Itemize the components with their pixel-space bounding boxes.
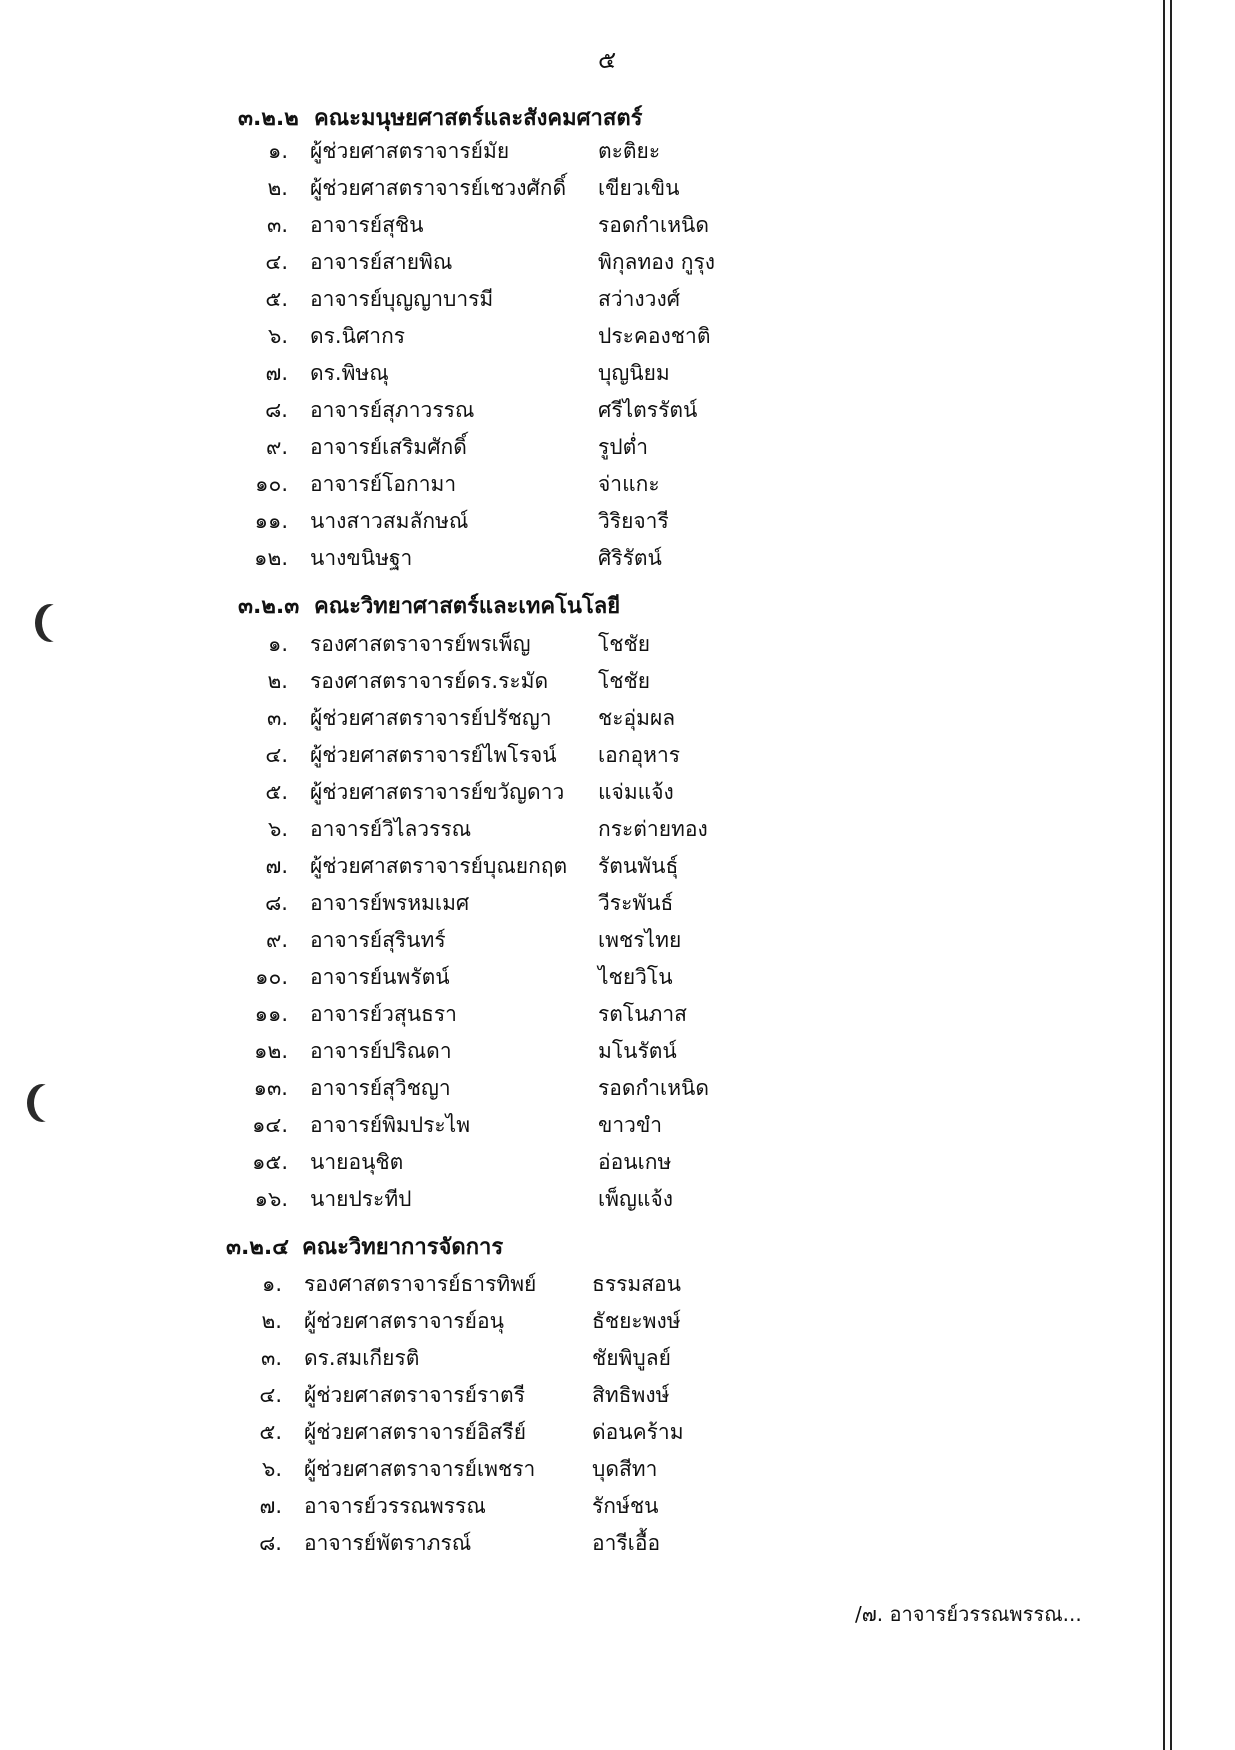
member-number: ๔. [265,743,288,767]
member-number: ๖. [267,324,288,348]
member-number: ๓. [266,213,288,237]
member-number: ๑๐. [255,965,288,989]
member-family-name: วีระพันธ์ [598,891,674,915]
member-family-name: ศิริรัตน์ [598,546,662,570]
member-family-name: ประคองชาติ [598,324,711,348]
member-family-name: รอดกำเหนิด [598,1076,710,1100]
member-given-name: อาจารย์เสริมศักดิ์ [310,435,467,459]
binder-hole-mark [42,604,72,642]
member-family-name: รอดกำเหนิด [598,213,710,237]
member-family-name: ศรีไตรรัตน์ [598,398,698,422]
member-given-name: นายประทีป [310,1187,412,1211]
member-number: ๒. [267,176,288,200]
member-number: ๑. [267,632,288,656]
member-number: ๑๖. [254,1187,288,1211]
member-given-name: นางขนิษฐา [310,546,413,570]
section-heading [226,1229,503,1264]
member-number: ๘. [259,1531,282,1555]
member-given-name: อาจารย์นพรัตน์ [310,965,450,989]
member-family-name: เพ็ญแจ้ง [598,1187,674,1211]
member-given-name: นางสาวสมลักษณ์ [310,509,469,533]
member-family-name: โชชัย [598,632,651,656]
member-given-name: ผู้ช่วยศาสตราจารย์เพชรา [304,1457,536,1481]
member-given-name: ดร.พิษณุ [310,361,389,385]
member-given-name: อาจารย์พิมประไพ [310,1113,471,1137]
member-family-name: แจ่มแจ้ง [598,780,674,804]
section-heading [238,100,642,135]
section-title: คณะวิทยาศาสตร์และเทคโนโลยี [314,594,621,619]
member-family-name: บุดสีทา [592,1457,658,1481]
section-number: ๓.๒.๓ [238,594,300,619]
member-number: ๑๓. [253,1076,288,1100]
member-given-name: ผู้ช่วยศาสตราจารย์ขวัญดาว [310,780,565,804]
member-given-name: ผู้ช่วยศาสตราจารย์ราตรี [304,1383,525,1407]
section-title: คณะวิทยาการจัดการ [302,1235,504,1260]
section-number: ๓.๒.๔ [226,1235,289,1260]
member-number: ๒. [267,669,288,693]
member-family-name: รักษ์ชน [592,1494,659,1518]
member-number: ๗. [265,361,288,385]
section-number: ๓.๒.๒ [238,106,299,131]
member-number: ๘. [265,398,288,422]
member-given-name: อาจารย์พรหมเมศ [310,891,470,915]
member-number: ๑๒. [254,1039,288,1063]
member-family-name: สว่างวงศ์ [598,287,681,311]
member-family-name: ขาวขำ [598,1113,663,1137]
member-number: ๓. [266,706,288,730]
member-number: ๔. [259,1383,282,1407]
section-heading [238,588,620,623]
member-given-name: อาจารย์สุชิน [310,213,424,237]
member-family-name: โชชัย [598,669,651,693]
member-family-name: กระต่ายทอง [598,817,708,841]
member-family-name: ธัชยะพงษ์ [592,1309,681,1333]
member-family-name: รูปต่ำ [598,435,649,459]
member-given-name: รองศาสตราจารย์ดร.ระมัด [310,669,549,693]
member-number: ๘. [265,891,288,915]
member-number: ๖. [261,1457,282,1481]
member-number: ๑. [267,139,288,163]
member-given-name: อาจารย์สุวิชญา [310,1076,451,1100]
member-given-name: ผู้ช่วยศาสตราจารย์บุณยกฤต [310,854,568,878]
member-family-name: จ่าแกะ [598,472,660,496]
margin-line [1170,0,1172,1750]
member-given-name: อาจารย์วสุนธรา [310,1002,457,1026]
page-number: ๕ [598,46,617,74]
member-number: ๗. [259,1494,282,1518]
member-family-name: อารีเอื้อ [592,1531,661,1555]
member-number: ๔. [265,250,288,274]
member-given-name: อาจารย์สุรินทร์ [310,928,446,952]
member-given-name: อาจารย์พัตราภรณ์ [304,1531,472,1555]
member-number: ๑๑. [254,1002,288,1026]
member-given-name: ผู้ช่วยศาสตราจารย์เชวงศักดิ์ [310,176,567,200]
member-number: ๑๑. [254,509,288,533]
member-family-name: ธรรมสอน [592,1272,682,1296]
member-number: ๑๒. [254,546,288,570]
member-given-name: อาจารย์วิไลวรรณ [310,817,472,841]
margin-line [1163,0,1165,1750]
member-number: ๑. [261,1272,282,1296]
member-number: ๓. [260,1346,282,1370]
member-number: ๙. [265,928,288,952]
member-given-name: รองศาสตราจารย์พรเพ็ญ [310,632,531,656]
member-family-name: เขียวเขิน [598,176,680,200]
member-family-name: ไชยวิโน [598,965,673,989]
member-family-name: อ่อนเกษ [598,1150,672,1174]
member-family-name: วิริยจารี [598,509,669,533]
member-number: ๑๔. [252,1113,288,1137]
member-family-name: ตะติยะ [598,139,661,163]
member-family-name: ชัยพิบูลย์ [592,1346,671,1370]
member-number: ๙. [265,435,288,459]
member-family-name: ด่อนคร้าม [592,1420,684,1444]
member-given-name: อาจารย์ปริณดา [310,1039,452,1063]
member-given-name: ผู้ช่วยศาสตราจารย์มัย [310,139,510,163]
member-given-name: อาจารย์โอกามา [310,472,457,496]
member-number: ๕. [265,287,288,311]
member-family-name: พิกุลทอง กูรุง [598,250,716,274]
member-family-name: เพชรไทย [598,928,682,952]
member-number: ๖. [267,817,288,841]
member-given-name: อาจารย์วรรณพรรณ [304,1494,486,1518]
member-number: ๕. [265,780,288,804]
member-given-name: ดร.นิศากร [310,324,406,348]
member-family-name: ชะอุ่มผล [598,706,676,730]
member-given-name: ผู้ช่วยศาสตราจารย์อิสรีย์ [304,1420,526,1444]
member-family-name: มโนรัตน์ [598,1039,677,1063]
member-given-name: อาจารย์บุญญาบารมี [310,287,494,311]
member-given-name: อาจารย์สุภาวรรณ [310,398,475,422]
binder-hole-mark [34,1084,64,1122]
member-number: ๑๐. [255,472,288,496]
member-number: ๑๕. [252,1150,288,1174]
member-family-name: รตโนภาส [598,1002,688,1026]
member-family-name: บุญนิยม [598,361,670,385]
member-given-name: นายอนุชิต [310,1150,404,1174]
member-number: ๕. [259,1420,282,1444]
member-given-name: ผู้ช่วยศาสตราจารย์ไพโรจน์ [310,743,557,767]
member-given-name: รองศาสตราจารย์ธารทิพย์ [304,1272,537,1296]
member-given-name: อาจารย์สายพิณ [310,250,453,274]
member-family-name: เอกอุหาร [598,743,681,767]
member-given-name: ดร.สมเกียรติ [304,1346,420,1370]
continuation-note: /๗. อาจารย์วรรณพรรณ... [855,1602,1082,1626]
member-family-name: สิทธิพงษ์ [592,1383,670,1407]
member-given-name: ผู้ช่วยศาสตราจารย์อนุ [304,1309,504,1333]
member-number: ๗. [265,854,288,878]
member-family-name: รัตนพันธุ์ [598,854,679,878]
section-title: คณะมนุษยศาสตร์และสังคมศาสตร์ [314,106,643,131]
member-given-name: ผู้ช่วยศาสตราจารย์ปรัชญา [310,706,552,730]
member-number: ๒. [261,1309,282,1333]
